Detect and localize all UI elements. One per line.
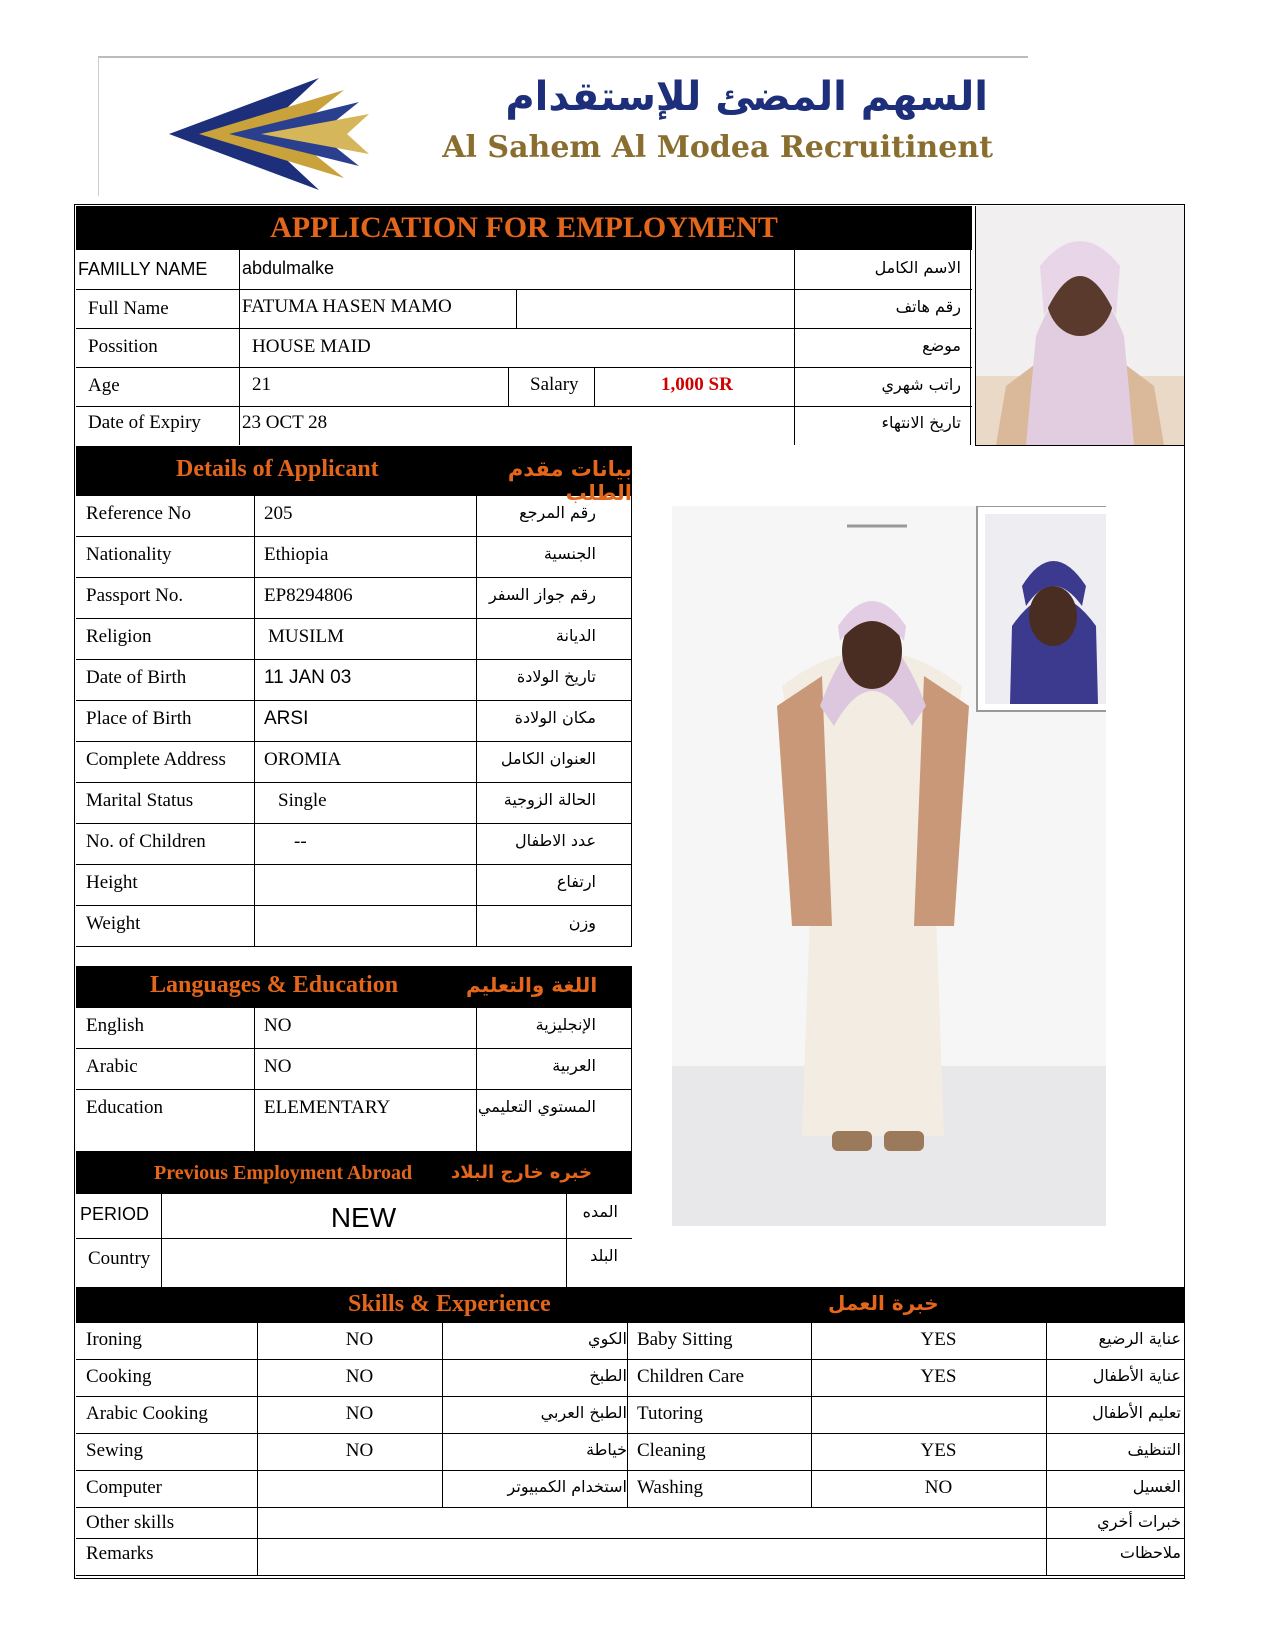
salary-ar: راتب شهري: [881, 375, 961, 394]
period-ar: المده: [582, 1202, 618, 1221]
skill-r_label: Tutoring: [637, 1403, 703, 1424]
skill-remarks-remarks_ar: ملاحظات: [1119, 1543, 1181, 1562]
position-value: HOUSE MAID: [252, 336, 371, 357]
skill-other-other_label: Other skills: [86, 1512, 175, 1533]
skill-l_ar: خياطة: [586, 1440, 627, 1459]
language-row: [76, 1049, 632, 1090]
details-ar: ارتفاع: [556, 872, 596, 891]
skill-row: [76, 1471, 1184, 1508]
age-value: 21: [252, 374, 271, 395]
skill-r_label: Washing: [637, 1477, 704, 1498]
details-ar: الحالة الزوجية: [503, 790, 596, 809]
skill-l_label: Sewing: [86, 1440, 143, 1461]
details-ar: الديانة: [555, 626, 596, 645]
details-ar: وزن: [568, 913, 596, 932]
skill-l_value: NO: [345, 1403, 374, 1424]
details-value: --: [294, 831, 307, 852]
language-label: English: [86, 1015, 145, 1036]
expiry-value: 23 OCT 28: [242, 412, 328, 433]
details-label: Marital Status: [86, 790, 194, 811]
skill-remarks-row: [76, 1539, 1184, 1576]
arrow-logo-icon: [169, 78, 369, 190]
details-label: Religion: [86, 626, 152, 647]
details-label: Passport No.: [86, 585, 184, 606]
skill-l_value: NO: [345, 1329, 374, 1350]
expiry-label: Date of Expiry: [88, 412, 201, 433]
details-row: [76, 578, 632, 619]
details-section-header: [76, 446, 632, 505]
language-ar: الإنجليزية: [535, 1015, 596, 1034]
previous-title-ar: خبره خارج البلاد: [451, 1162, 592, 1183]
details-row: [76, 660, 632, 701]
details-row: [76, 537, 632, 578]
language-value: ELEMENTARY: [264, 1097, 391, 1118]
details-label: Height: [86, 872, 138, 893]
family-name-value: abdulmalke: [242, 258, 335, 278]
language-label: Education: [86, 1097, 164, 1118]
skill-row: [76, 1323, 1184, 1360]
skill-row: [76, 1434, 1184, 1471]
skill-r_ar: التنظيف: [1127, 1440, 1181, 1459]
details-value: EP8294806: [264, 585, 353, 606]
skill-r_label: Baby Sitting: [637, 1329, 733, 1350]
skill-l_ar: الطبخ: [589, 1366, 627, 1385]
details-row: [76, 496, 632, 537]
skills-title: Skills & Experience: [348, 1291, 551, 1317]
logo-english-text: Al Sahem Al Modea Recruitinent: [442, 130, 993, 165]
family-name-label: FAMILLY NAME: [78, 259, 208, 279]
skill-r_label: Cleaning: [637, 1440, 706, 1461]
period-label: PERIOD: [80, 1204, 150, 1224]
position-ar: موضع: [922, 336, 961, 355]
skill-l_label: Ironing: [86, 1329, 142, 1350]
logo-banner: [98, 56, 1028, 196]
details-table: [76, 496, 632, 947]
details-value: Single: [278, 790, 327, 811]
details-row: [76, 783, 632, 824]
full-name-label: Full Name: [88, 298, 169, 319]
language-ar: المستوي التعليمي: [477, 1097, 596, 1116]
skill-r_label: Children Care: [637, 1366, 745, 1387]
language-value: NO: [264, 1056, 292, 1077]
country-ar: البلد: [590, 1246, 618, 1265]
skills-section-header: [76, 1287, 1184, 1323]
skill-l_label: Cooking: [86, 1366, 152, 1387]
country-label: Country: [88, 1248, 151, 1269]
language-row: [76, 1090, 632, 1152]
position-label: Possition: [88, 336, 158, 357]
skill-r_ar: الغسيل: [1132, 1477, 1181, 1496]
skill-remarks-remarks_label: Remarks: [86, 1543, 154, 1564]
details-row: [76, 619, 632, 660]
skill-r_value: YES: [920, 1366, 957, 1387]
logo-arabic-text: السهم المضئ للإستقدام: [505, 74, 988, 120]
details-ar: مكان الولادة: [514, 708, 596, 727]
details-label: No. of Children: [86, 831, 206, 852]
skill-r_value: NO: [924, 1477, 953, 1498]
skill-l_value: NO: [345, 1366, 374, 1387]
details-value: OROMIA: [264, 749, 342, 770]
details-label: Nationality: [86, 544, 172, 565]
salary-label: Salary: [530, 374, 579, 395]
skill-other-other_ar: خبرات أخري: [1097, 1512, 1181, 1531]
skill-l_label: Arabic Cooking: [86, 1403, 208, 1424]
languages-section-header: [76, 966, 632, 1008]
skill-row: [76, 1397, 1184, 1434]
skill-r_value: YES: [920, 1440, 957, 1461]
language-ar: العربية: [552, 1056, 596, 1075]
previous-section-header: [76, 1152, 632, 1194]
details-row: [76, 742, 632, 783]
skill-l_ar: استخدام الكمبيوتر: [507, 1477, 627, 1496]
details-value: MUSILM: [268, 626, 345, 647]
full-name-value: FATUMA HASEN MAMO: [242, 296, 452, 317]
portrait-photo: [975, 206, 1184, 446]
details-row: [76, 824, 632, 865]
details-ar: رقم جواز السفر: [488, 585, 596, 604]
language-value: NO: [264, 1015, 292, 1036]
age-label: Age: [88, 375, 120, 396]
languages-title-ar: اللغة والتعليم: [466, 973, 598, 997]
period-value: NEW: [330, 1202, 397, 1233]
application-title: APPLICATION FOR EMPLOYMENT: [76, 206, 972, 250]
details-value: 11 JAN 03: [264, 667, 352, 688]
details-row: [76, 865, 632, 906]
details-title-ar: بيانات مقدم الطلب: [507, 457, 632, 505]
skill-l_value: NO: [345, 1440, 374, 1461]
salary-value: 1,000 SR: [661, 374, 733, 395]
skill-other-row: [76, 1508, 1184, 1539]
details-row: [76, 701, 632, 742]
details-value: 205: [264, 503, 293, 524]
details-value: Ethiopia: [264, 544, 329, 565]
skill-r_ar: عناية الأطفال: [1092, 1366, 1181, 1385]
skill-r_ar: عناية الرضيع: [1098, 1329, 1181, 1348]
details-ar: الجنسية: [543, 544, 596, 563]
language-row: [76, 1008, 632, 1049]
expiry-ar: تاريخ الانتهاء: [881, 413, 961, 432]
previous-title: Previous Employment Abroad: [154, 1162, 413, 1184]
details-value: ARSI: [264, 708, 309, 729]
details-ar: تاريخ الولادة: [516, 667, 596, 686]
details-title: Details of Applicant: [176, 456, 379, 482]
full-body-photo: [672, 506, 1106, 1226]
details-ar: رقم المرجع: [519, 503, 596, 522]
previous-table: [76, 1194, 632, 1289]
details-ar: عدد الاطفال: [514, 831, 596, 850]
details-label: Date of Birth: [86, 667, 187, 688]
skill-l_label: Computer: [86, 1477, 162, 1498]
details-label: Complete Address: [86, 749, 226, 770]
details-ar: العنوان الكامل: [500, 749, 596, 768]
family-name-ar: الاسم الكامل: [874, 258, 961, 277]
skill-r_ar: تعليم الأطفال: [1092, 1403, 1181, 1422]
languages-title: Languages & Education: [150, 972, 399, 998]
details-label: Weight: [86, 913, 141, 934]
details-row: [76, 906, 632, 947]
language-label: Arabic: [86, 1056, 138, 1077]
skills-title-ar: خبرة العمل: [828, 1291, 939, 1315]
skill-row: [76, 1360, 1184, 1397]
skill-r_value: YES: [920, 1329, 957, 1350]
application-grid: [76, 250, 972, 445]
skill-l_ar: الطبخ العربي: [540, 1403, 627, 1422]
skill-l_ar: الكوي: [588, 1329, 627, 1348]
full-name-ar: رقم هاتف: [895, 297, 961, 316]
details-label: Reference No: [86, 503, 191, 524]
details-label: Place of Birth: [86, 708, 192, 729]
